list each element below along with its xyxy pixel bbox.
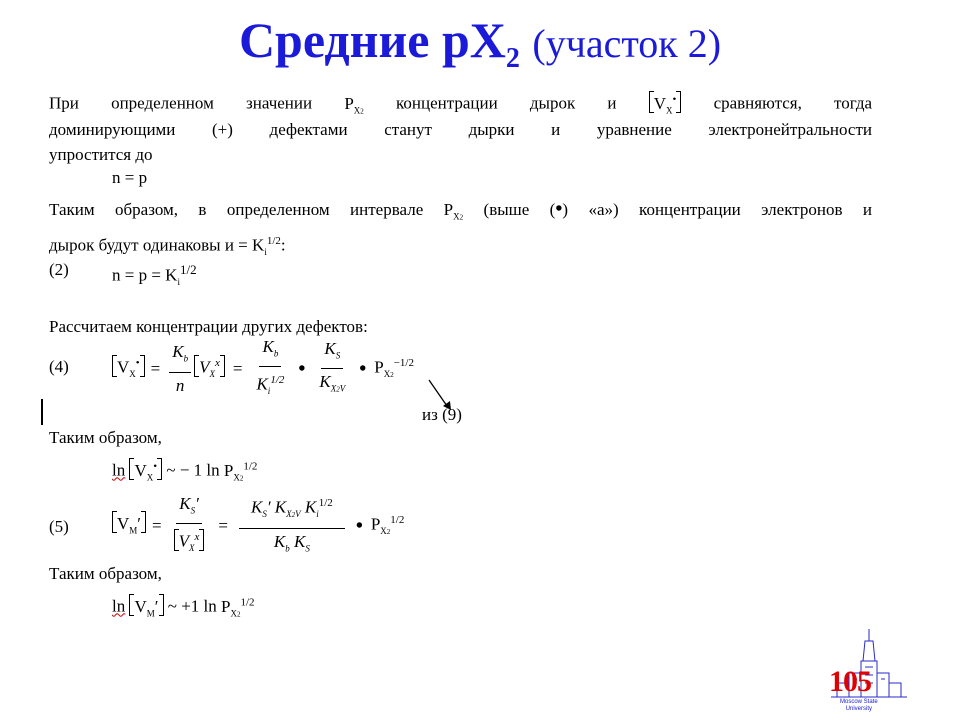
slide-title (0, 10, 960, 89)
equation-4: $V_X^•$ = $\frac{K_b}{n}$ $V_X^x$ = $\frac{K_b}{K_i^{1/2}}$ • $\frac{K_S}{K_{X2V}}$ • $P_{X2}^{-1/2}$ (112, 339, 414, 399)
vx-defect: $V_X^•$ (649, 94, 682, 113)
equation-5: $V_M'$ = $\frac{K_S'}{V_X^x}$ = $\frac{K_S' K_{X2V} K_i^{1/2}}{K_b K_S}$ • $P_{X2}^{1/2}$ (112, 493, 404, 559)
fraction-ks-over-vx: $\frac{K_S'}{V_X^x}$ (171, 493, 208, 559)
text: сравняются, тогда (713, 93, 873, 113)
para2-line2: дырок будут одинаковы $и = K_i^{1/2}$: (49, 235, 286, 258)
page-number: 105 (829, 665, 871, 698)
fraction-kb-over-ki: $\frac{K_b}{K_i^{1/2}}$ (256, 336, 285, 397)
fraction-ks-over-kx2v: $\frac{K_S}{K_{X2V}}$ (319, 338, 346, 394)
relation-ln-vx: $\ln V_X^•$ ~ − 1 $\ln P_{X2}^{1/2}$ (112, 456, 257, 488)
para1-line2: доминирующими (+) дефектами станут дырки и уравнение электронейтральности (49, 120, 872, 139)
bullet-mark: • (555, 198, 563, 220)
px-symbol: $P_{X2}$ (443, 200, 464, 222)
para1-line3: упростится до (49, 145, 153, 164)
equation-2: $n = p = K_i^{1/2}$ (112, 262, 197, 288)
fraction-kb-over-n: $\frac{K_b}{n}$ (169, 341, 191, 396)
title-subscript: 2 (505, 43, 520, 74)
text-cursor (41, 399, 43, 425)
equation-label-5: (5) (49, 517, 69, 536)
title-part: (участок 2) (532, 21, 722, 66)
para1-line1 (49, 89, 872, 121)
relation-ln-vm: $\ln V_M'$ ~ +1 $\ln P_{X2}^{1/2}$ (112, 592, 255, 624)
title-main: Средние pX (238, 12, 506, 68)
logo-caption: Moscow State University (840, 699, 878, 712)
text: При определенном значении (49, 93, 313, 113)
para2-line1: Таким образом, в определенном интервале $P_{X2}$ (выше (•) «a») концентрации электронов и (49, 198, 872, 222)
equation-n-equals-p: n = p (112, 168, 148, 187)
text: концентрации дырок и (395, 93, 617, 113)
equation-label-4: (4) (49, 357, 69, 376)
annotation-from-9: из (9) (422, 405, 462, 424)
equation-label-2: (2) (49, 260, 69, 279)
vx-defect: $V_X^•$ (112, 353, 145, 384)
fraction-big: $\frac{K_S' K_{X2V} K_i^{1/2}}{K_b K_S}$ (239, 492, 345, 559)
px-power: $P_{X2}^{-1/2}$ (374, 356, 414, 380)
para4-line1: Таким образом, (49, 428, 162, 447)
para5-line1: Таким образом, (49, 564, 162, 583)
px-symbol: $P_{X2}$ (344, 93, 364, 116)
para3: Рассчитаем концентрации других дефектов: (49, 317, 368, 336)
